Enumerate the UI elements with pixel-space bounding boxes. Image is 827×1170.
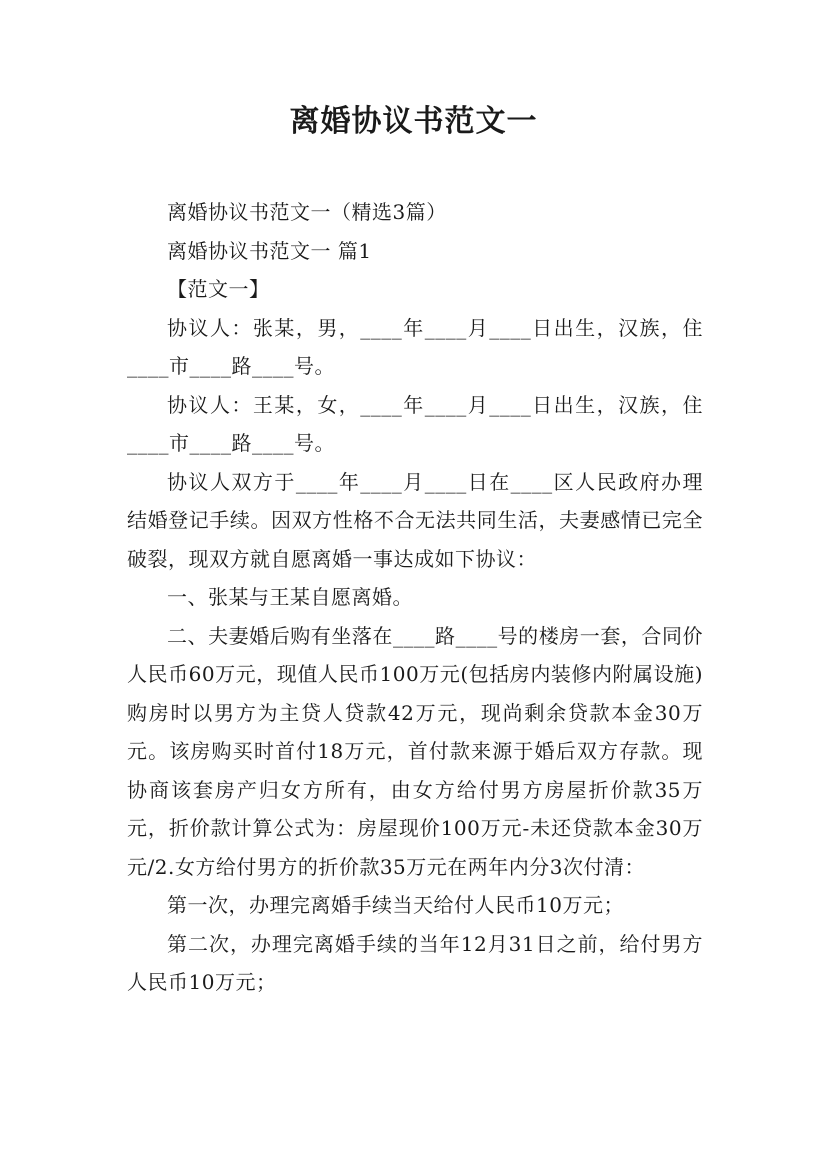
paragraph-section-heading: 离婚协议书范文一 篇1	[167, 238, 372, 263]
paragraph-payment-1: 第一次，办理完离婚手续当天给付人民币10万元；	[167, 893, 624, 917]
paragraph-sample-label: 【范文一】	[167, 277, 270, 301]
paragraph-clause-1: 一、张某与王某自愿离婚。	[167, 585, 413, 609]
document-body	[127, 193, 703, 1002]
paragraph-payment-2: 第二次，办理完离婚手续的当年12月31日之前，给付男方人民币10万元；	[127, 931, 703, 994]
paragraph-party-a: 协议人：张某，男，____年____月____日出生，汉族，住____市____路____号。	[127, 315, 703, 378]
document-title: 离婚协议书范文一	[289, 104, 538, 139]
paragraph-clause-2: 二、夫妻婚后购有坐落在____路____号的楼房一套，合同价人民币60万元，现值人民币100万元(包括房内装修内附属设施)购房时以男方为主贷人贷款42万元，现尚剩余贷款本金30万元。该房购买时首付18万元，首付款来源于婚后双方存款。现协商该套房产归女方所有，由女方给付男方房屋折价款35万元，折价款计算公式为：房屋现价100万元-未还贷款本金30万元/2.女方给付男方的折价款35万元在两年内分3次付清：	[127, 623, 703, 879]
paragraph-subtitle: 离婚协议书范文一（精选3篇）	[167, 200, 447, 224]
paragraph-preamble: 协议人双方于____年____月____日在____区人民政府办理结婚登记手续。因双方性格不合无法共同生活，夫妻感情已完全破裂，现双方就自愿离婚一事达成如下协议：	[127, 469, 703, 571]
paragraph-party-b: 协议人：王某，女，____年____月____日出生，汉族，住____市____路____号。	[127, 392, 703, 455]
